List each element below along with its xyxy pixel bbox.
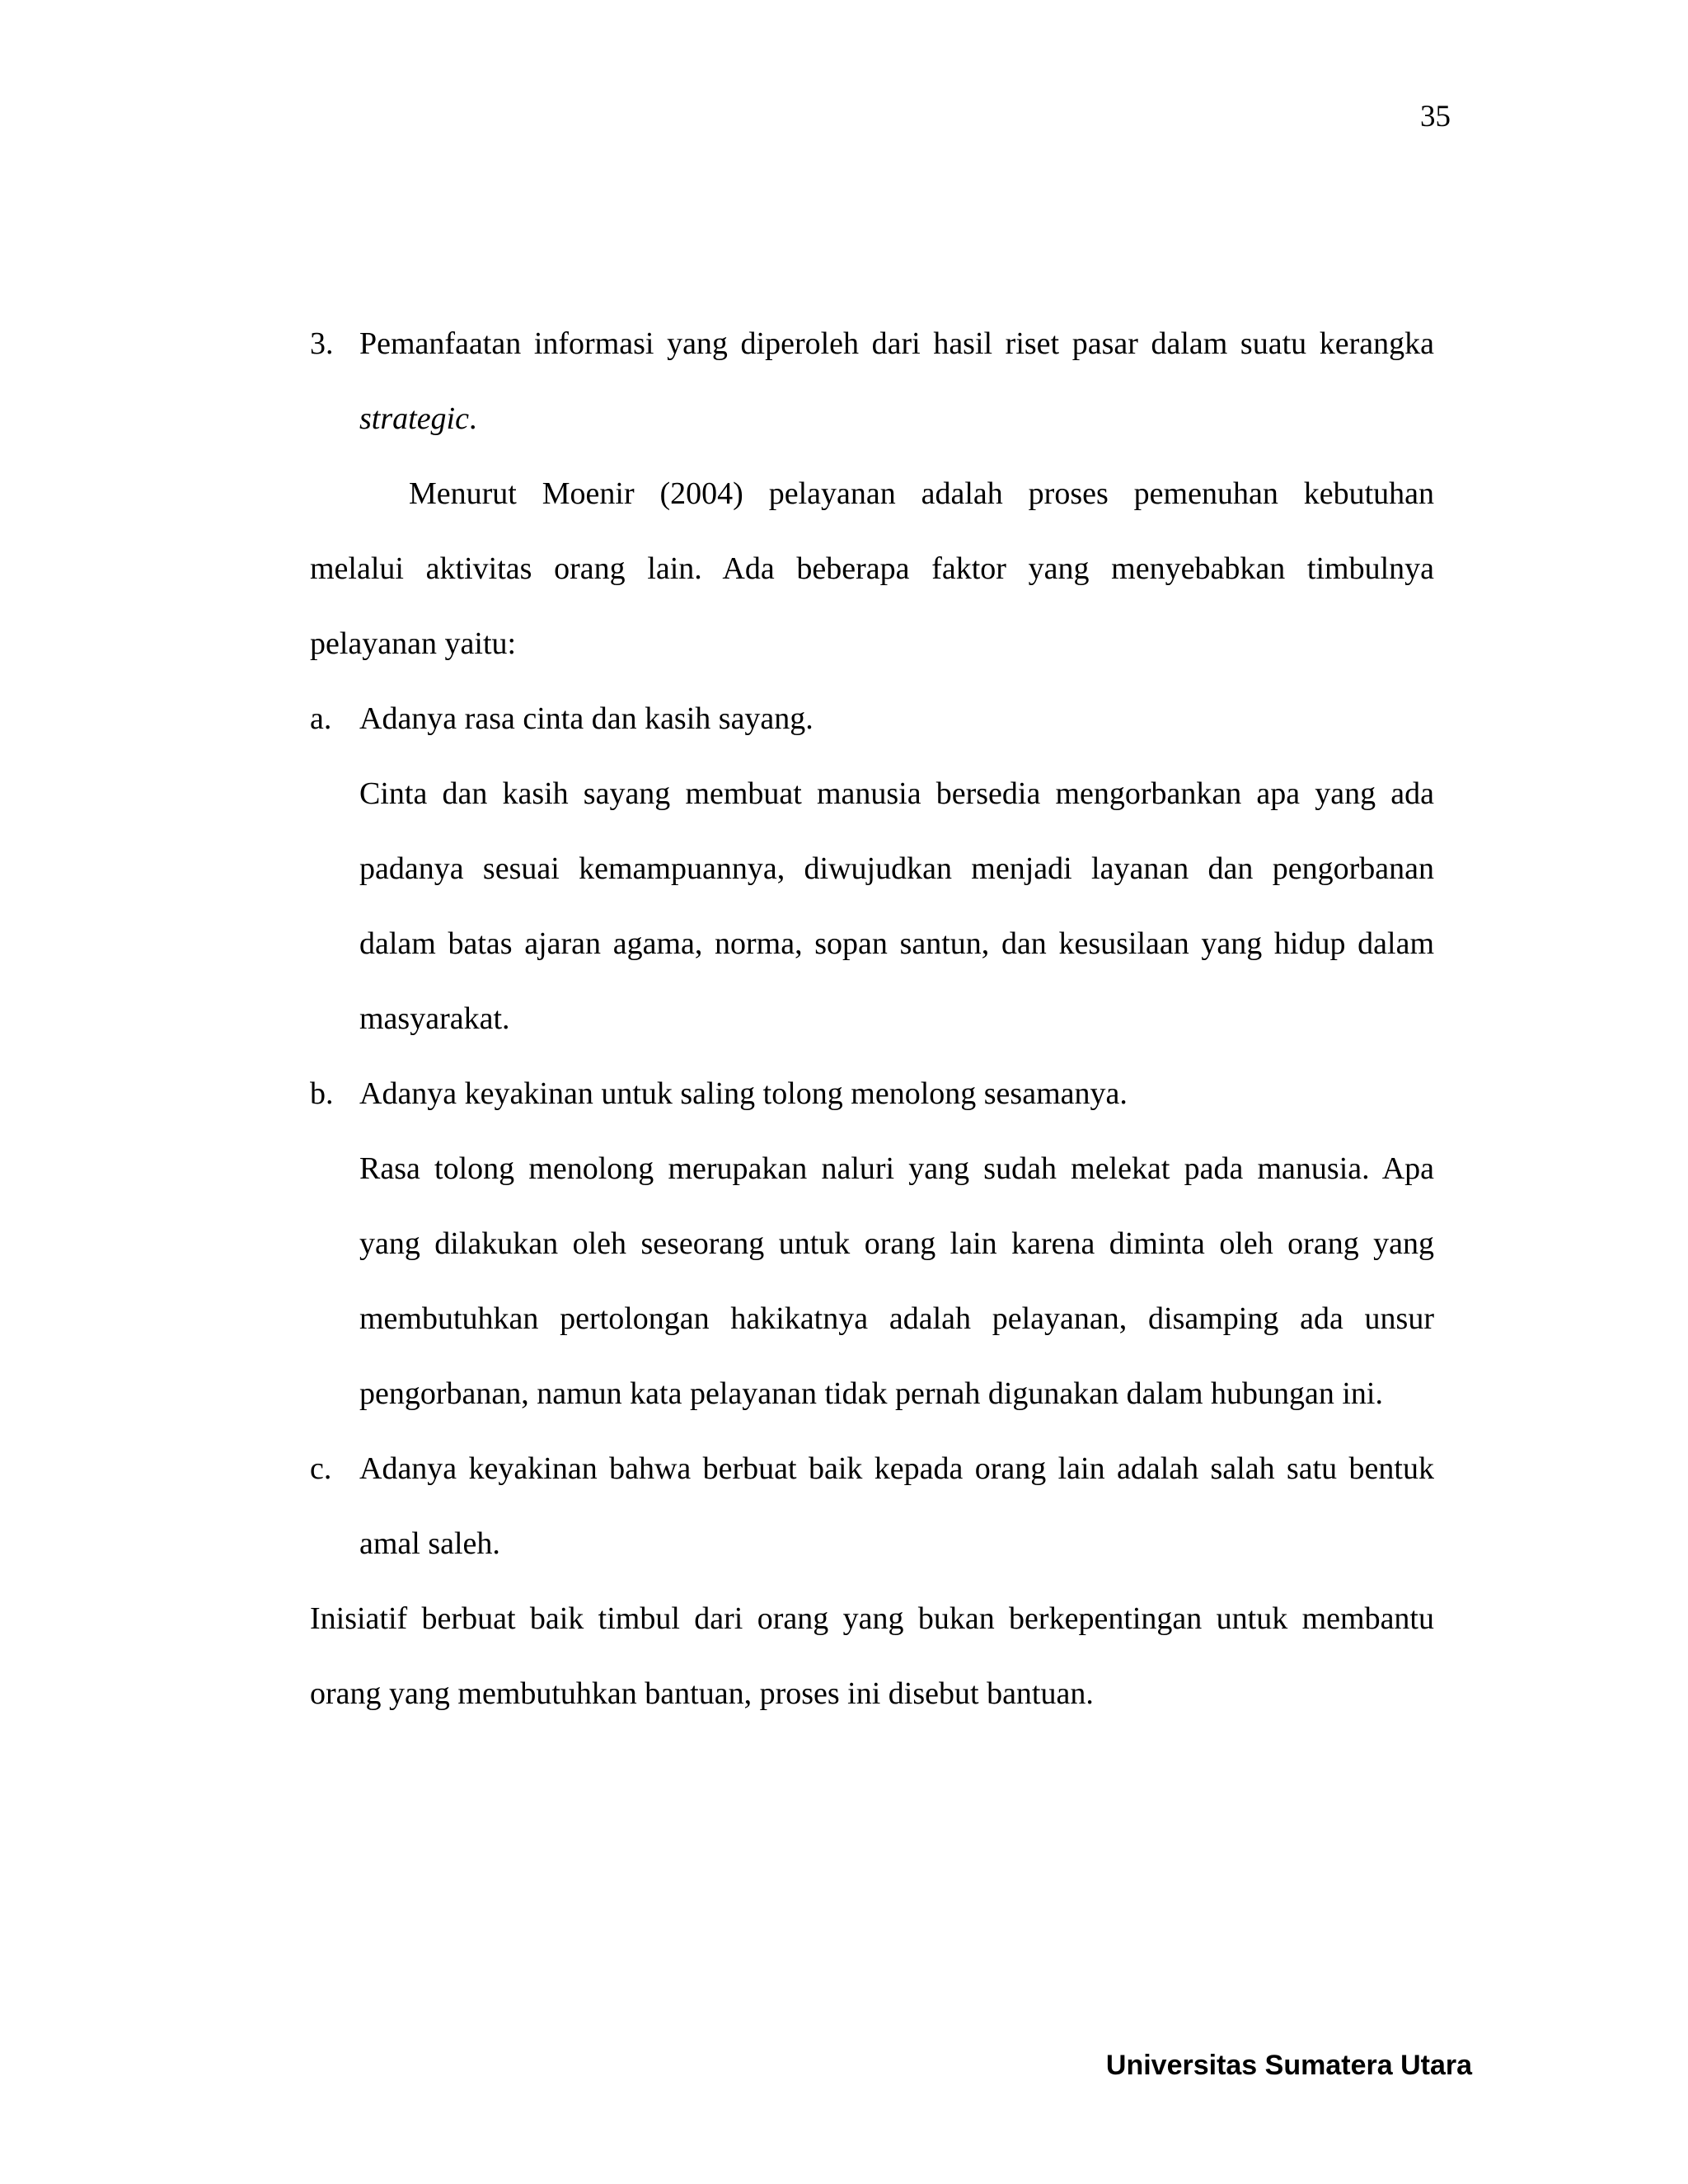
list-marker-b: b. — [310, 1076, 334, 1111]
paragraph-moenir — [310, 457, 1434, 682]
list-item-b — [310, 1057, 1434, 1132]
page-body — [310, 307, 1434, 1732]
list-marker-c: c. — [310, 1451, 332, 1486]
italic-term: strategic — [359, 401, 469, 436]
list-item-c-line-2: amal saleh. — [359, 1526, 500, 1561]
list-item-3-line-2 — [359, 382, 1434, 457]
list-item-a-detail-line-3: dalam batas ajaran agama, norma, sopan santun, dan kesusilaan yang hidup dalam — [359, 926, 1434, 961]
list-item-b-detail-line-2: yang dilakukan oleh seseorang untuk orang lain karena diminta oleh orang yang — [359, 1226, 1434, 1261]
list-item-a-detail-line-4: masyarakat. — [359, 1001, 510, 1036]
list-item-a-detail-line-2: padanya sesuai kemampuannya, diwujudkan menjadi layanan dan pengorbanan — [359, 851, 1434, 886]
list-marker-a: a. — [310, 701, 332, 736]
list-item-a-detail-line-1: Cinta dan kasih sayang membuat manusia bersedia mengorbankan apa yang ada — [359, 776, 1434, 811]
list-item-b-title: Adanya keyakinan untuk saling tolong menolong sesamanya. — [359, 1076, 1128, 1111]
list-item-c-line-1: Adanya keyakinan bahwa berbuat baik kepada orang lain adalah salah satu bentuk — [359, 1451, 1434, 1486]
paragraph-inisiatif-line-1: Inisiatif berbuat baik timbul dari orang yang bukan berkepentingan untuk membantu — [310, 1601, 1434, 1636]
list-item-b-detail — [310, 1132, 1434, 1432]
paragraph-moenir-line-3: pelayanan yaitu: — [310, 626, 517, 661]
list-item-a-detail — [310, 757, 1434, 1057]
footer-university: Universitas Sumatera Utara — [1105, 2050, 1472, 2081]
list-item-b-detail-line-1: Rasa tolong menolong merupakan naluri yang sudah melekat pada manusia. Apa — [359, 1151, 1434, 1186]
page-number: 35 — [1420, 100, 1451, 134]
paragraph-moenir-line-2: melalui aktivitas orang lain. Ada beberapa faktor yang menyebabkan timbulnya — [310, 551, 1434, 586]
paragraph-moenir-line-1: Menurut Moenir (2004) pelayanan adalah proses pemenuhan kebutuhan — [409, 476, 1434, 511]
list-item-c — [310, 1432, 1434, 1582]
period: . — [468, 401, 477, 436]
list-item-3-line-1: Pemanfaatan informasi yang diperoleh dari hasil riset pasar dalam suatu kerangka — [359, 326, 1434, 361]
list-item-3 — [310, 307, 1434, 457]
list-item-b-detail-line-4: pengorbanan, namun kata pelayanan tidak pernah digunakan dalam hubungan ini. — [359, 1376, 1383, 1411]
list-item-a-title: Adanya rasa cinta dan kasih sayang. — [359, 701, 814, 736]
paragraph-inisiatif — [310, 1582, 1434, 1732]
list-item-a — [310, 682, 1434, 757]
list-marker-3: 3. — [310, 326, 334, 361]
list-item-b-detail-line-3: membutuhkan pertolongan hakikatnya adalah pelayanan, disamping ada unsur — [359, 1301, 1434, 1336]
paragraph-inisiatif-line-2: orang yang membutuhkan bantuan, proses ini disebut bantuan. — [310, 1676, 1094, 1711]
